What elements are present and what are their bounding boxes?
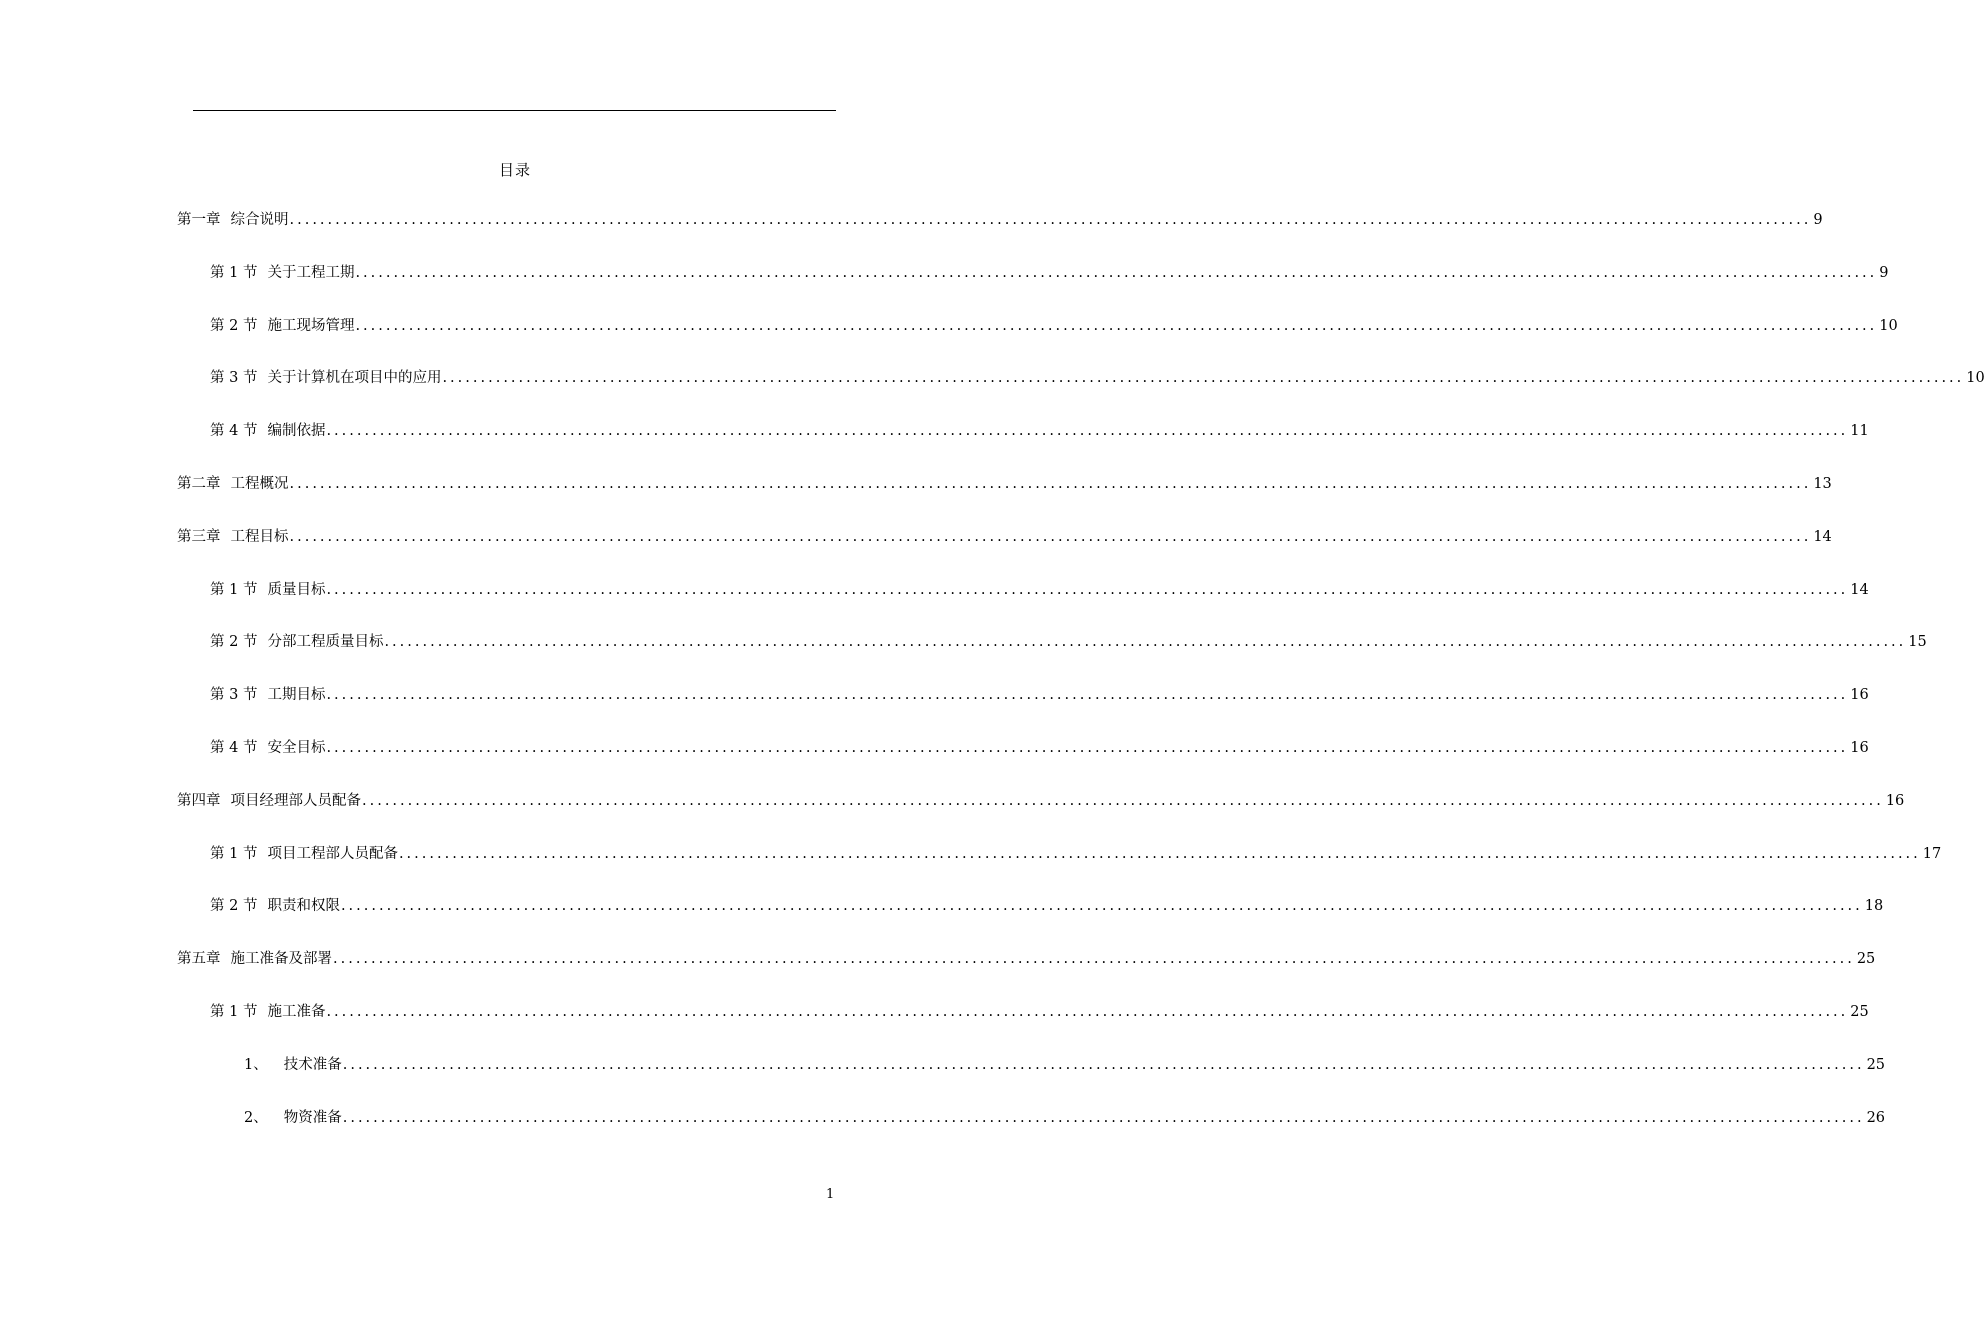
toc-entry[interactable] <box>177 789 1905 815</box>
toc-dot-leader: ........................................................................................................................................................................................................ <box>398 845 1921 862</box>
toc-entry[interactable] <box>177 472 1832 498</box>
toc-entry[interactable] <box>210 366 1985 392</box>
toc-dot-leader: ........................................................................................................................................................................................................ <box>326 1004 1849 1020</box>
toc-dot-leader: ........................................................................................................................................................................................................ <box>326 581 1849 598</box>
toc-entry[interactable] <box>210 261 1889 287</box>
toc-entry[interactable] <box>177 525 1832 551</box>
toc-dot-leader: ........................................................................................................................................................................................................ <box>342 1056 1865 1073</box>
toc-entry-label <box>210 578 325 599</box>
toc-entry-title: 编制依据 <box>267 423 326 440</box>
toc-entry-page: 11 <box>1850 423 1869 440</box>
toc-entry-title: 分部工程质量目标 <box>267 634 384 651</box>
toc-entry-page: 14 <box>1850 581 1869 598</box>
toc-entry-title: 施工准备 <box>267 1004 326 1020</box>
toc-entry-label <box>244 1053 342 1074</box>
toc-entry-page: 16 <box>1850 687 1869 704</box>
toc-dot-leader: ........................................................................................................................................................................................................ <box>326 687 1849 704</box>
toc-entry-label <box>210 842 398 863</box>
toc-entry[interactable] <box>210 314 1898 340</box>
toc-entry-prefix: 第五章 <box>177 951 221 968</box>
toc-dot-leader: ........................................................................................................................................................................................................ <box>342 1109 1865 1126</box>
toc-entry-title: 技术准备 <box>283 1056 342 1073</box>
toc-entry-title: 工程概况 <box>230 476 289 492</box>
toc-entry-label <box>210 261 354 282</box>
toc-entry-prefix: 第 2 节 <box>210 317 258 334</box>
toc-entry-label <box>210 366 441 387</box>
toc-dot-leader: ........................................................................................................................................................................................................ <box>442 370 1965 387</box>
toc-entry-title: 施工现场管理 <box>267 317 355 334</box>
toc-entry-page: 10 <box>1966 370 1985 387</box>
toc-entry-page: 13 <box>1813 476 1832 492</box>
toc-entry-title: 项目经理部人员配备 <box>230 792 361 809</box>
toc-dot-leader: ........................................................................................................................................................................................................ <box>355 317 1878 334</box>
toc-entry[interactable] <box>210 842 1942 868</box>
toc-entry-label <box>210 894 340 915</box>
toc-entry-page: 9 <box>1813 212 1823 228</box>
toc-dot-leader: ........................................................................................................................................................................................................ <box>384 634 1907 651</box>
toc-entry-prefix: 第 1 节 <box>210 1004 258 1020</box>
toc-entry[interactable] <box>210 578 1869 604</box>
toc-entry-page: 25 <box>1850 1004 1869 1020</box>
toc-entry-page: 15 <box>1908 634 1927 651</box>
toc-entry-prefix: 第 1 节 <box>210 581 258 598</box>
toc-entry-page: 18 <box>1864 898 1884 915</box>
toc-entry-label <box>210 1000 325 1021</box>
toc-entry-prefix: 第 1 节 <box>210 845 258 862</box>
toc-entry-prefix: 第二章 <box>177 476 221 492</box>
toc-entry-prefix: 1、 <box>244 1056 268 1073</box>
toc-entry-page: 26 <box>1866 1109 1886 1126</box>
toc-entry[interactable] <box>244 1106 1886 1132</box>
toc-entry-prefix: 2、 <box>244 1109 268 1126</box>
toc-entry-title: 项目工程部人员配备 <box>267 845 398 862</box>
toc-dot-leader: ........................................................................................................................................................................................................ <box>326 740 1849 756</box>
toc-entry-page: 25 <box>1856 951 1876 968</box>
toc-entry-prefix: 第 3 节 <box>210 687 258 704</box>
toc-entry[interactable] <box>244 1053 1886 1079</box>
toc-dot-leader: ........................................................................................................................................................................................................ <box>333 951 1855 968</box>
toc-entry-label <box>210 630 383 651</box>
toc-entry-prefix: 第 2 节 <box>210 898 258 915</box>
toc-entry-title: 工期目标 <box>267 687 326 704</box>
toc-entry-prefix: 第 3 节 <box>210 370 258 387</box>
toc-entry-title: 施工准备及部署 <box>230 951 332 968</box>
toc-entry-label <box>210 314 354 335</box>
toc-entry-title: 关于工程工期 <box>267 264 355 281</box>
toc-entry-prefix: 第 2 节 <box>210 634 258 651</box>
toc-dot-leader: ........................................................................................................................................................................................................ <box>289 476 1812 492</box>
toc-entry-title: 物资准备 <box>283 1109 342 1126</box>
toc-entry-label <box>210 419 325 440</box>
toc-entry-page: 25 <box>1866 1056 1886 1073</box>
toc-entry[interactable] <box>177 947 1876 973</box>
toc-entry-title: 工程目标 <box>230 528 289 545</box>
toc-entry[interactable] <box>210 1000 1869 1026</box>
toc-entry-page: 17 <box>1922 845 1942 862</box>
toc-entry[interactable] <box>210 630 1927 656</box>
toc-entry[interactable] <box>210 894 1884 920</box>
toc-entry-label <box>177 208 289 229</box>
toc-entry-prefix: 第 4 节 <box>210 740 258 756</box>
toc-entry-label <box>177 947 332 968</box>
toc-title: 目录 <box>498 161 531 179</box>
toc-entry-title: 关于计算机在项目中的应用 <box>267 370 442 387</box>
toc-entry-page: 16 <box>1850 740 1869 756</box>
toc-entry[interactable] <box>177 208 1823 234</box>
toc-entry-label <box>177 472 289 493</box>
toc-entry[interactable] <box>210 736 1869 762</box>
toc-entry-prefix: 第一章 <box>177 212 221 228</box>
toc-entry-title: 质量目标 <box>267 581 326 598</box>
toc-entry-label <box>210 683 325 704</box>
page-number: 1 <box>826 1187 835 1202</box>
toc-entry-title: 职责和权限 <box>267 898 340 915</box>
toc-dot-leader: ........................................................................................................................................................................................................ <box>355 264 1878 281</box>
toc-dot-leader: ........................................................................................................................................................................................................ <box>362 792 1884 809</box>
toc-entry-label <box>177 525 289 546</box>
toc-entry-prefix: 第四章 <box>177 792 221 809</box>
toc-entry[interactable] <box>210 683 1869 709</box>
toc-entry-label <box>210 736 325 757</box>
toc-entry-title: 安全目标 <box>267 740 326 756</box>
toc-dot-leader: ........................................................................................................................................................................................................ <box>326 423 1849 440</box>
toc-dot-leader: ........................................................................................................................................................................................................ <box>289 528 1812 545</box>
toc-entry-page: 9 <box>1879 264 1889 281</box>
toc-entry-label <box>244 1106 342 1127</box>
header-rule <box>193 110 836 111</box>
toc-entry-prefix: 第三章 <box>177 528 221 545</box>
toc-entry-prefix: 第 4 节 <box>210 423 258 440</box>
toc-entry-page: 14 <box>1813 528 1832 545</box>
toc-entry-label <box>177 789 361 810</box>
toc-entry-title: 综合说明 <box>230 212 289 228</box>
toc-entry-page: 10 <box>1879 317 1898 334</box>
toc-entry-page: 16 <box>1885 792 1905 809</box>
toc-entry-prefix: 第 1 节 <box>210 264 258 281</box>
toc-dot-leader: ........................................................................................................................................................................................................ <box>289 212 1812 228</box>
toc-dot-leader: ........................................................................................................................................................................................................ <box>340 898 1863 915</box>
toc-entry[interactable] <box>210 419 1869 445</box>
